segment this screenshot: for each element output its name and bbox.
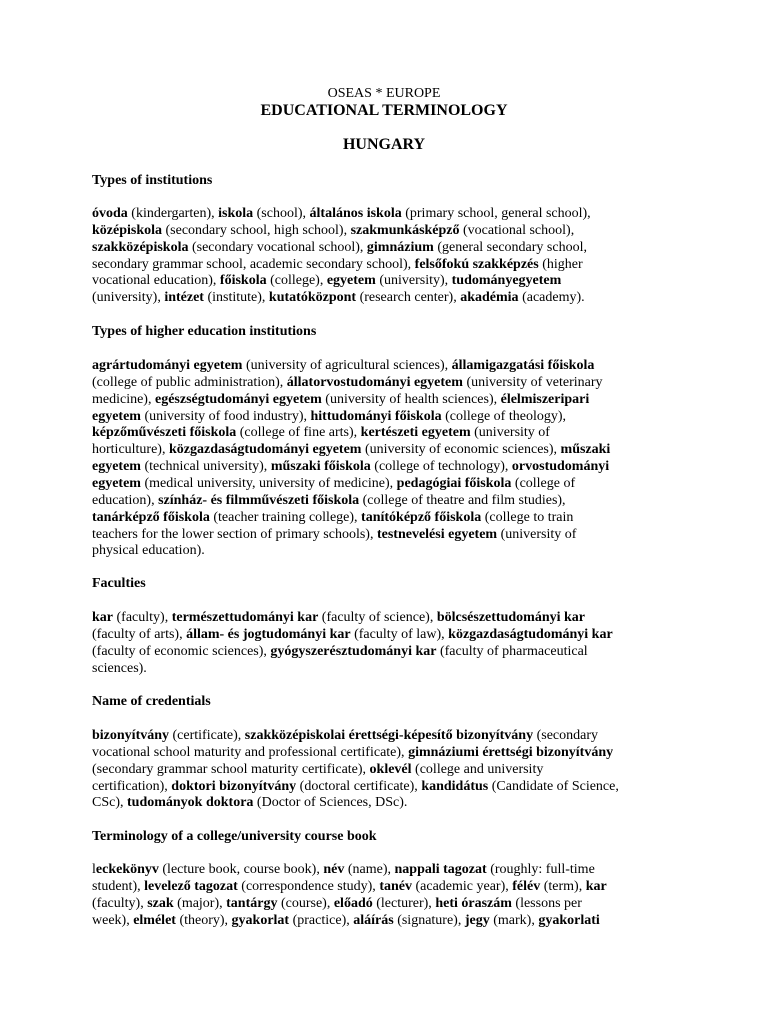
term: tanév bbox=[379, 878, 412, 894]
term: intézet bbox=[164, 290, 204, 306]
paragraph-line bbox=[92, 358, 594, 375]
header-org: OSEAS * EUROPE bbox=[327, 86, 441, 101]
paragraph-line bbox=[92, 459, 609, 476]
term: agrártudományi egyetem bbox=[92, 358, 243, 373]
gloss: (secondary school, high school), bbox=[162, 222, 351, 238]
gloss: vocational school maturity and professional certificate), bbox=[92, 744, 409, 760]
gloss: (Candidate of Science, bbox=[488, 778, 619, 794]
term: oklevél bbox=[369, 761, 412, 777]
section-heading: Types of higher education institutions bbox=[92, 324, 317, 339]
gloss: (term), bbox=[540, 878, 586, 894]
term: állatorvostudományi egyetem bbox=[286, 374, 463, 390]
gloss: week), bbox=[92, 912, 134, 928]
gloss: (university of veterinary bbox=[462, 374, 603, 390]
term: jegy bbox=[464, 912, 490, 928]
term: gyakorlat bbox=[231, 912, 290, 928]
gloss: (lecture book, course book), bbox=[158, 862, 324, 877]
paragraph-line bbox=[92, 273, 561, 290]
gloss: (secondary grammar school maturity certificate), bbox=[92, 761, 370, 777]
gloss: horticulture), bbox=[92, 442, 169, 458]
paragraph-line bbox=[92, 476, 575, 493]
term: bizonyítvány bbox=[92, 728, 170, 743]
term: gyakorlati bbox=[538, 912, 600, 928]
term: testnevelési egyetem bbox=[376, 526, 498, 542]
term: kar bbox=[585, 878, 607, 894]
gloss: (academic year), bbox=[411, 878, 513, 894]
gloss: (college of public administration), bbox=[92, 374, 287, 390]
gloss: (medical university, university of medicine), bbox=[140, 476, 397, 491]
paragraph-line bbox=[92, 661, 147, 678]
paragraph-line bbox=[92, 644, 588, 661]
term: színház- és filmművészeti főiskola bbox=[158, 492, 360, 508]
term: kutatóközpont bbox=[268, 290, 357, 306]
term: tudományok doktora bbox=[127, 795, 254, 811]
gloss: physical education). bbox=[92, 543, 205, 559]
gloss: l bbox=[92, 862, 96, 877]
term: szakközépiskolai érettségi-képesítő bizonyítvány bbox=[244, 728, 534, 743]
term: eckekönyv bbox=[95, 862, 159, 877]
term: közgazdaságtudományi egyetem bbox=[168, 442, 362, 458]
term: iskola bbox=[218, 206, 254, 221]
gloss: (university), bbox=[92, 290, 165, 306]
gloss: (roughly: full-time bbox=[486, 862, 595, 877]
term: orvostudományi bbox=[511, 459, 610, 475]
gloss: (college of theology), bbox=[441, 408, 566, 424]
gloss: (theory), bbox=[175, 912, 232, 928]
gloss: education), bbox=[92, 492, 159, 508]
gloss: (faculty), bbox=[92, 895, 148, 911]
term: szak bbox=[147, 895, 174, 911]
paragraph-line bbox=[92, 627, 613, 644]
gloss: (college to train bbox=[481, 509, 574, 525]
term: tantárgy bbox=[226, 895, 278, 911]
gloss: (college), bbox=[266, 273, 327, 289]
gloss: (institute), bbox=[203, 290, 269, 306]
paragraph-line bbox=[92, 442, 610, 459]
term: természettudományi kar bbox=[171, 610, 319, 625]
gloss: (certificate), bbox=[169, 728, 245, 743]
section-heading: Name of credentials bbox=[92, 694, 211, 709]
gloss: (faculty of pharmaceutical bbox=[436, 643, 588, 659]
gloss: (vocational school), bbox=[459, 222, 575, 238]
gloss: (school), bbox=[253, 206, 310, 221]
paragraph-line bbox=[92, 879, 607, 896]
term: felsőfokú szakképzés bbox=[414, 256, 539, 272]
paragraph-line bbox=[92, 913, 600, 930]
gloss: vocational education), bbox=[92, 273, 220, 289]
term: bölcsészettudományi kar bbox=[436, 610, 586, 625]
paragraph-line bbox=[92, 762, 543, 779]
gloss: (name), bbox=[344, 862, 395, 877]
paragraph-line bbox=[92, 425, 550, 442]
paragraph-line bbox=[92, 409, 566, 426]
term: kertészeti egyetem bbox=[360, 425, 471, 441]
term: szakmunkásképző bbox=[350, 222, 460, 238]
gloss: (college and university bbox=[411, 761, 544, 777]
gloss: (research center), bbox=[356, 290, 461, 306]
gloss: (faculty of economic sciences), bbox=[92, 643, 271, 659]
paragraph-line bbox=[92, 257, 583, 274]
gloss: (college of fine arts), bbox=[236, 425, 361, 441]
gloss: (university of health sciences), bbox=[321, 391, 501, 407]
section-heading: Terminology of a college/university course book bbox=[92, 829, 377, 844]
term: aláírás bbox=[353, 912, 394, 928]
gloss: (university of agricultural sciences), bbox=[242, 358, 452, 373]
gloss: medicine), bbox=[92, 391, 155, 407]
term: egyetem bbox=[326, 273, 376, 289]
gloss: (mark), bbox=[489, 912, 539, 928]
gloss: (lecturer), bbox=[372, 895, 436, 911]
term: akadémia bbox=[460, 290, 519, 306]
gloss: sciences). bbox=[92, 660, 147, 676]
paragraph-line bbox=[92, 223, 574, 240]
gloss: (course), bbox=[277, 895, 334, 911]
gloss: (Doctor of Sciences, DSc). bbox=[253, 795, 408, 811]
term: levelező tagozat bbox=[144, 878, 238, 894]
gloss: (college of theatre and film studies), bbox=[359, 492, 566, 508]
gloss: teachers for the lower section of primary schools), bbox=[92, 526, 377, 542]
term: elmélet bbox=[133, 912, 176, 928]
gloss: (secondary vocational school), bbox=[188, 239, 367, 255]
term: állam- és jogtudományi kar bbox=[186, 626, 351, 642]
paragraph-line bbox=[92, 728, 598, 745]
term: név bbox=[323, 862, 345, 877]
gloss: (faculty of arts), bbox=[92, 626, 187, 642]
term: tudományegyetem bbox=[451, 273, 562, 289]
gloss: student), bbox=[92, 878, 145, 894]
term: államigazgatási főiskola bbox=[451, 358, 595, 373]
term: tanárképző főiskola bbox=[92, 509, 210, 525]
paragraph-line bbox=[92, 862, 595, 879]
paragraph-line bbox=[92, 392, 589, 409]
term: szakközépiskola bbox=[92, 239, 189, 255]
paragraph-line bbox=[92, 240, 587, 257]
term: gimnáziumi érettségi bizonyítvány bbox=[408, 744, 614, 760]
term: pedagógiai főiskola bbox=[396, 476, 512, 491]
term: képzőművészeti főiskola bbox=[92, 425, 237, 441]
gloss: (lessons per bbox=[511, 895, 582, 911]
term: gyógyszerésztudományi kar bbox=[270, 643, 437, 659]
gloss: certification), bbox=[92, 778, 172, 794]
gloss: (faculty of law), bbox=[350, 626, 449, 642]
term: heti óraszám bbox=[435, 895, 512, 911]
gloss: (college of technology), bbox=[370, 459, 512, 475]
section-heading: Types of institutions bbox=[92, 173, 213, 188]
gloss: secondary grammar school, academic secondary school), bbox=[92, 256, 415, 272]
term: egyetem bbox=[92, 459, 141, 475]
gloss: (university of food industry), bbox=[140, 408, 311, 424]
gloss: (doctoral certificate), bbox=[296, 778, 422, 794]
gloss: (practice), bbox=[289, 912, 354, 928]
term: kar bbox=[92, 610, 113, 625]
gloss: (academy). bbox=[518, 290, 585, 306]
paragraph-line bbox=[92, 510, 573, 527]
paragraph-line bbox=[92, 543, 205, 560]
term: félév bbox=[512, 878, 541, 894]
term: élelmiszeripari bbox=[500, 391, 590, 407]
gloss: (university of bbox=[497, 526, 577, 542]
term: gimnázium bbox=[366, 239, 434, 255]
term: középiskola bbox=[92, 222, 163, 238]
term: általános iskola bbox=[309, 206, 402, 221]
paragraph-line bbox=[92, 206, 591, 223]
gloss: (teacher training college), bbox=[209, 509, 362, 525]
term: tanítóképző főiskola bbox=[361, 509, 482, 525]
term: közgazdaságtudományi kar bbox=[448, 626, 613, 642]
paragraph-line bbox=[92, 610, 585, 627]
term: előadó bbox=[333, 895, 373, 911]
gloss: (general secondary school, bbox=[433, 239, 587, 255]
gloss: (faculty of science), bbox=[318, 610, 437, 625]
paragraph-line bbox=[92, 779, 619, 796]
term: főiskola bbox=[219, 273, 267, 289]
gloss: (university), bbox=[375, 273, 452, 289]
term: műszaki főiskola bbox=[270, 459, 371, 475]
section-heading: Faculties bbox=[92, 576, 146, 591]
gloss: CSc), bbox=[92, 795, 127, 811]
gloss: (college of bbox=[511, 476, 576, 491]
gloss: (university of economic sciences), bbox=[361, 442, 561, 458]
gloss: (faculty), bbox=[113, 610, 172, 625]
gloss: (primary school, general school), bbox=[401, 206, 591, 221]
gloss: (correspondence study), bbox=[237, 878, 380, 894]
gloss: (higher bbox=[538, 256, 583, 272]
paragraph-line bbox=[92, 896, 582, 913]
term: hittudományi főiskola bbox=[310, 408, 442, 424]
gloss: (kindergarten), bbox=[127, 206, 219, 221]
term: óvoda bbox=[92, 206, 128, 221]
paragraph-line bbox=[92, 527, 576, 544]
term: doktori bizonyítvány bbox=[171, 778, 297, 794]
gloss: (technical university), bbox=[140, 459, 271, 475]
paragraph-line bbox=[92, 290, 585, 307]
term: kandidátus bbox=[421, 778, 489, 794]
gloss: (secondary bbox=[533, 728, 599, 743]
term: nappali tagozat bbox=[394, 862, 487, 877]
term: műszaki bbox=[560, 442, 611, 458]
term: egészségtudományi egyetem bbox=[154, 391, 322, 407]
country-title: HUNGARY bbox=[342, 136, 426, 153]
paragraph-line bbox=[92, 795, 407, 812]
term: egyetem bbox=[92, 476, 141, 491]
gloss: (signature), bbox=[393, 912, 465, 928]
paragraph-line bbox=[92, 375, 603, 392]
paragraph-line bbox=[92, 493, 566, 510]
gloss: (major), bbox=[173, 895, 227, 911]
gloss: (university of bbox=[470, 425, 550, 441]
term: egyetem bbox=[92, 408, 141, 424]
paragraph-line bbox=[92, 745, 613, 762]
document-title: EDUCATIONAL TERMINOLOGY bbox=[260, 102, 508, 119]
